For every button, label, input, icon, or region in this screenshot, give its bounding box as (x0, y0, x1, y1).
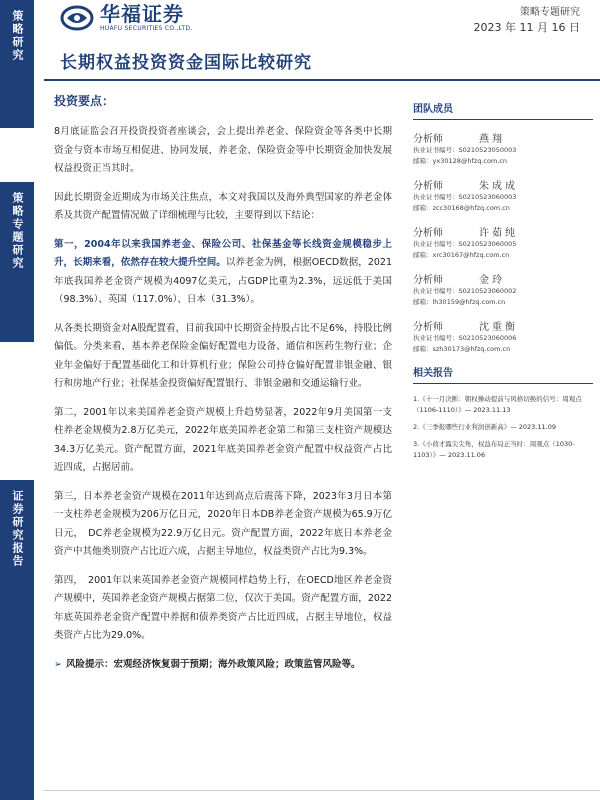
analyst-name: 燕翔 (479, 134, 505, 145)
analyst-cert: 执业证书编号：S0210523060002 (413, 287, 517, 295)
page-title: 长期权益投资资金国际比较研究 (60, 53, 312, 73)
team-members (413, 100, 593, 365)
analyst-cert: 执业证书编号：S0210523050003 (413, 146, 517, 154)
analyst-role: 分析师 (413, 134, 443, 145)
analyst-card (413, 177, 593, 214)
analyst-cert: 执业证书编号：S0210523060005 (413, 240, 517, 248)
related-reports-heading: 相关报告 (413, 364, 593, 384)
analyst-name: 沈重衡 (479, 322, 518, 333)
analyst-role: 分析师 (413, 228, 443, 239)
team-heading: 团队成员 (413, 100, 593, 120)
sidebar-block-topic (0, 182, 34, 342)
analyst-card (413, 224, 593, 261)
title-divider (44, 79, 600, 81)
analyst-email: 邮箱：szh30173@hfzq.com.cn (413, 345, 511, 353)
paragraph-7: 第四， 2001年以来英国养老金资产规模同样趋势上行，在OECD地区养老金资产规模中，英国养老金资产规模占据第二位，仅次于美国。资产配置方面，2022年底英国养老金资产配置中养据和债养类资产占比近四成，占据主导地位，权益类资产占比为29.0%。 (54, 574, 392, 641)
paragraph-3-body: 以养老金为例，根据OECD数据，2021年底我国养老金资产规模为4097亿美元，占GDP比重为2.3%，远远低于美国（98.3%）、英国（117.0%）、日本（31.3%）。 (54, 257, 392, 305)
analyst-email: 邮箱：zcc30168@hfzq.com.cn (413, 204, 510, 212)
logo-name-en: HUAFU SECURITIES CO.,LTD. (100, 25, 193, 32)
analyst-role: 分析师 (413, 181, 443, 192)
analyst-card (413, 318, 593, 355)
arrow-bullet-icon: ➢ (54, 658, 62, 670)
investment-highlights-heading: 投资要点： (54, 94, 115, 108)
analyst-role: 分析师 (413, 275, 443, 286)
sidebar (0, 0, 34, 800)
paragraph-3 (54, 236, 392, 310)
analyst-cert: 执业证书编号：S0210523060006 (413, 334, 517, 342)
paragraph-2: 因此长期资金近期成为市场关注焦点，本文对我国以及海外典型国家的养老金体系及其资产配置情况做了详细梳理与比较，主要得到以下结论： (54, 191, 392, 221)
sidebar-label-1: 策略研究 (11, 10, 24, 62)
related-reports (413, 364, 593, 467)
analyst-card (413, 130, 593, 167)
related-report-link[interactable]: 3.《小荷才露尖尖角，权益布局正当时：周观点（1030-1103）》— 2023.11.06 (413, 440, 575, 459)
sidebar-label-2: 策略专题研究 (11, 192, 24, 270)
paragraph-5: 第二，2001年以来美国养老金资产规模上升趋势显著，2022年9月美国第一支柱养老金规模为2.8万亿美元，2022年底美国养老金第二和第三支柱资产规模达34.3万亿美元。资产配置方面，2021年底美国养老金资产配置中权益资产占比近四成，占据居前。 (54, 406, 392, 473)
analyst-email: 邮箱：xrc30167@hfzq.com.cn (413, 251, 510, 259)
analyst-email: 邮箱：lh30159@hfzq.com.cn (413, 298, 506, 306)
footer-divider (44, 790, 600, 791)
risk-text: 风险提示：宏观经济恢复弱于预期；海外政策风险；政策监管风险等。 (65, 658, 361, 670)
analyst-name: 金玲 (479, 275, 505, 286)
analyst-card (413, 271, 593, 308)
sidebar-label-3: 证券研究报告 (11, 490, 24, 568)
paragraph-3-lead: 第一，2004年以来我国养老金、保险公司、社保基金等长线资金规模稳步上升，长期来看，依然存在较大提升空间。 (54, 238, 392, 268)
related-report-link[interactable]: 2.《三季报哪些行业利润创新高》— 2023.11.09 (413, 423, 556, 431)
huafu-logo-icon (60, 4, 94, 32)
analyst-cert: 执业证书编号：S0210523060003 (413, 193, 517, 201)
risk-warning (54, 656, 392, 675)
sidebar-block-report (0, 480, 34, 800)
main-content (54, 92, 392, 674)
report-type: 策略专题研究 (520, 7, 580, 18)
paragraph-4: 从各类长期资金对A股配置看，目前我国中长期资金持股占比不足6%，持股比例偏低。分类来看，基本养老保险金偏好配置电力设备、通信和医药生物行业；企业年金偏好于配置基础化工和计算机行业；保险公司持仓偏好配置非银金融、银行和房地产行业；社保基金投资偏好配置银行、非银金融和交通运输行业。 (54, 322, 392, 389)
analyst-name: 朱成成 (479, 181, 518, 192)
paragraph-6: 第三，日本养老金资产规模在2011年达到高点后震荡下降，2023年3月日本第一支柱养老金规模为206万亿日元，2020年日本DB养老金资产规模为65.9万亿日元， DC养老金规模为22.9万亿日元。资产配置方面，2022年底日本养老金资产中其他类别资产占比近六成，占据主导地位，权益类资产占比为9.3%。 (54, 490, 392, 557)
sidebar-block-strategy (0, 0, 34, 128)
analyst-email: 邮箱：yx30128@hfzq.com.cn (413, 157, 508, 165)
analyst-name: 许茹纯 (479, 228, 518, 239)
logo-name-cn: 华福证券 (100, 2, 184, 26)
paragraph-1: 8月底证监会召开投资投资者座谈会，会上提出养老金、保险资金等各类中长期资金与资本市场互相促进、协同发展，养老金、保险资金等中长期资金加快发展权益投资正当其时。 (54, 126, 392, 174)
company-logo (60, 3, 193, 32)
analyst-role: 分析师 (413, 322, 443, 333)
page-header (44, 0, 592, 40)
report-date: 2023 年 11 月 16 日 (473, 21, 580, 34)
related-report-link[interactable]: 1.《十一月决断：朝权操动提前与风格切换的信号：周观点（1106-1110）》— 2023.11.13 (413, 395, 582, 414)
